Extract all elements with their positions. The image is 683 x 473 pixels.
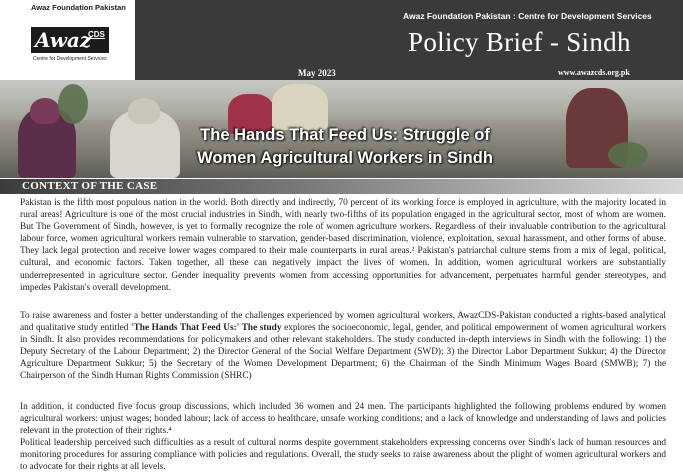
banner-title-line-1: The Hands That Feed Us: Struggle of	[200, 126, 490, 144]
banner-title	[150, 124, 540, 170]
logo-cds-text: CDS	[88, 30, 105, 39]
org-name-top: Awaz Foundation Pakistan	[31, 3, 126, 12]
banner-title-line-2: Women Agricultural Workers in Sindh	[197, 149, 493, 167]
website-link[interactable]: www.awazcds.org.pk	[558, 68, 630, 77]
publisher-line: Awaz Foundation Pakistan : Centre for Development Services	[403, 11, 652, 21]
logo-awaz-text: Awaz	[35, 28, 92, 52]
publication-date: May 2023	[298, 68, 336, 78]
brief-title: Policy Brief - Sindh	[408, 27, 631, 57]
seedlings-2	[608, 142, 648, 168]
paragraph-2-part-a: To raise awareness and foster a better understanding of the challenges experienced by women agricultural workers, AwazCDS-Pakistan conducted a rights-based analytical and qualitative study entitled	[20, 311, 666, 334]
logo-area	[0, 0, 135, 80]
paragraph-4: Political leadership perceived such difficulties as a result of cultural norms despite government stakeholders expressing concerns over Sindh's lack of human resources and monitoring procedures for assuring compliance with policies and regulations. Overall, the study seeks to raise awareness about the plight of women agricultural workers and to advocate for their rights at all levels.	[20, 438, 666, 473]
study-title: 'The Hands That Feed Us:' The study	[131, 323, 282, 334]
paragraph-2-part-c: explores the socioeconomic, legal, gender, and political empowerment of women agricultural workers in Sindh. It also provides recommendations for policymakers and other relevant stakeholders. The study conducted in-depth interviews in Sindh with the following: 1) the Deputy Secretary of the Labour Department; 2) the Director General of the Social Welfare Department (SWD); 3) the Director Labor Department Sukkur; 4) the Director Agriculture Department Sukkur; 5) the Secretary of the Women Development Department; 6) the Chairman of the Sindh Minimum Wages Board (SMWB); 7) the Chairperson of the Sindh Human Rights Commission (SHRC)	[20, 323, 666, 382]
paragraph-1: Pakistan is the fifth most populous nation in the world. Both directly and indirectly, 70 percent of its working force is employed in agriculture, with the majority located in rural areas! Agriculture is one of the most crucial industries in Sindh, with nearly two-fifths of its population engaged in the agricultural sector, most of whom are women. But The Government of Sindh, however, is yet to formally recognize the role of women agriculture workers. Regardless of their invaluable contribution to the agricultural labour force, women agricultural workers remain vulnerable to starvation, gender-based discrimination, violence, exploitation, sexual harassment, and other forms of abuse. They lack legal protection and receive lower wages compared to their male counterparts in rural areas.² Pakistan's patriarchal culture stems from a mix of legal, political, cultural, and economic factors. Taken together, all these can negatively impact the lives of women. In addition, women agricultural workers are substantially underrepresented in agriculture sector. Gender inequality prevents women from accessing opportunities for advancement, perpetuates harmful gender stereotypes, and impedes Pakistan's overall development.	[20, 198, 666, 293]
logo-subtitle: Centre for Development Services	[33, 56, 107, 62]
section-title: CONTEXT OF THE CASE	[22, 180, 158, 192]
worker-head-2	[128, 98, 160, 124]
paragraph-3: In addition, it conducted five focus group discussions, which included 36 women and 24 men. The participants highlighted the following problems endured by women agricultural workers: unjust wages; bonded labour; lack of access to healthcare, unsafe working conditions; and a lack of knowledge and understanding of laws and policies relevant in the protection of their rights.⁴	[20, 402, 666, 437]
awaz-logo	[31, 27, 109, 53]
seedlings-1	[58, 84, 88, 124]
worker-head-1	[30, 98, 60, 124]
paragraph-2	[20, 310, 666, 383]
